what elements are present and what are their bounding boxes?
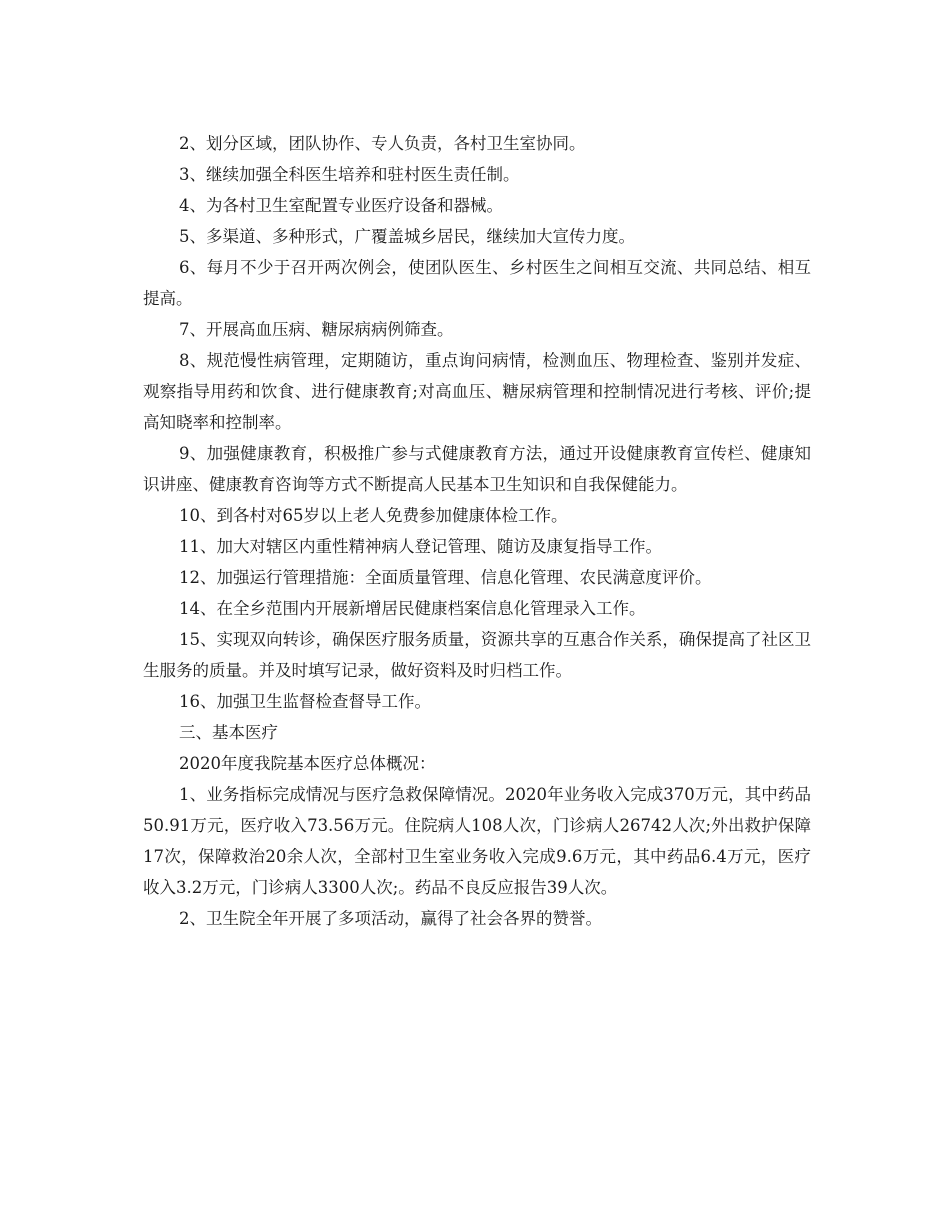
paragraph-item-14: 14、在全乡范围内开展新增居民健康档案信息化管理录入工作。 [179,599,646,618]
paragraph-item-3: 3、继续加强全科医生培养和驻村医生责任制。 [179,165,520,184]
paragraph-item-5: 5、多渠道、多种形式，广覆盖城乡居民，继续加大宣传力度。 [179,227,635,246]
paragraph-item-6: 6、每月不少于召开两次例会，使团队医生、乡村医生之间相互交流、共同总结、相互提高。 [143,258,811,308]
paragraph-item-16: 16、加强卫生监督检查督导工作。 [179,692,431,711]
paragraph-item-12: 12、加强运行管理措施：全面质量管理、信息化管理、农民满意度评价。 [179,568,712,587]
paragraph-item-9: 9、加强健康教育，积极推广参与式健康教育方法，通过开设健康教育宣传栏、健康知识讲座、健康教育咨询等方式不断提高人民基本卫生知识和自我保健能力。 [143,444,811,494]
overview-intro: 2020年度我院基本医疗总体概况： [179,754,436,773]
overview-item-1: 1、业务指标完成情况与医疗急救保障情况。2020年业务收入完成370万元，其中药品50.91万元，医疗收入73.56万元。住院病人108人次，门诊病人26742人次;外出救护保障17次，保障救治20余人次，全部村卫生室业务收入完成9.6万元，其中药品6.4万元，医疗收入3.2万元，门诊病人3300人次;。药品不良反应报告39人次。 [143,785,811,897]
paragraph-item-8: 8、规范慢性病管理，定期随访，重点询问病情，检测血压、物理检查、鉴别并发症、观察指导用药和饮食、进行健康教育;对高血压、糖尿病管理和控制情况进行考核、评价;提高知晓率和控制率。 [143,351,811,432]
overview-item-2: 2、卫生院全年开展了多项活动，赢得了社会各界的赞誉。 [179,909,602,928]
paragraph-item-4: 4、为各村卫生室配置专业医疗设备和器械。 [179,196,503,215]
section-heading: 三、基本医疗 [179,723,278,742]
paragraph-item-11: 11、加大对辖区内重性精神病人登记管理、随访及康复指导工作。 [179,537,662,556]
paragraph-item-15: 15、实现双向转诊，确保医疗服务质量，资源共享的互惠合作关系，确保提高了社区卫生服务的质量。并及时填写记录，做好资料及时归档工作。 [143,630,811,680]
paragraph-item-2: 2、划分区域，团队协作、专人负责，各村卫生室协同。 [179,134,586,153]
paragraph-item-7: 7、开展高血压病、糖尿病病例筛查。 [179,320,454,339]
document-body [143,128,811,934]
paragraph-item-10: 10、到各村对65岁以上老人免费参加健康体检工作。 [179,506,568,525]
